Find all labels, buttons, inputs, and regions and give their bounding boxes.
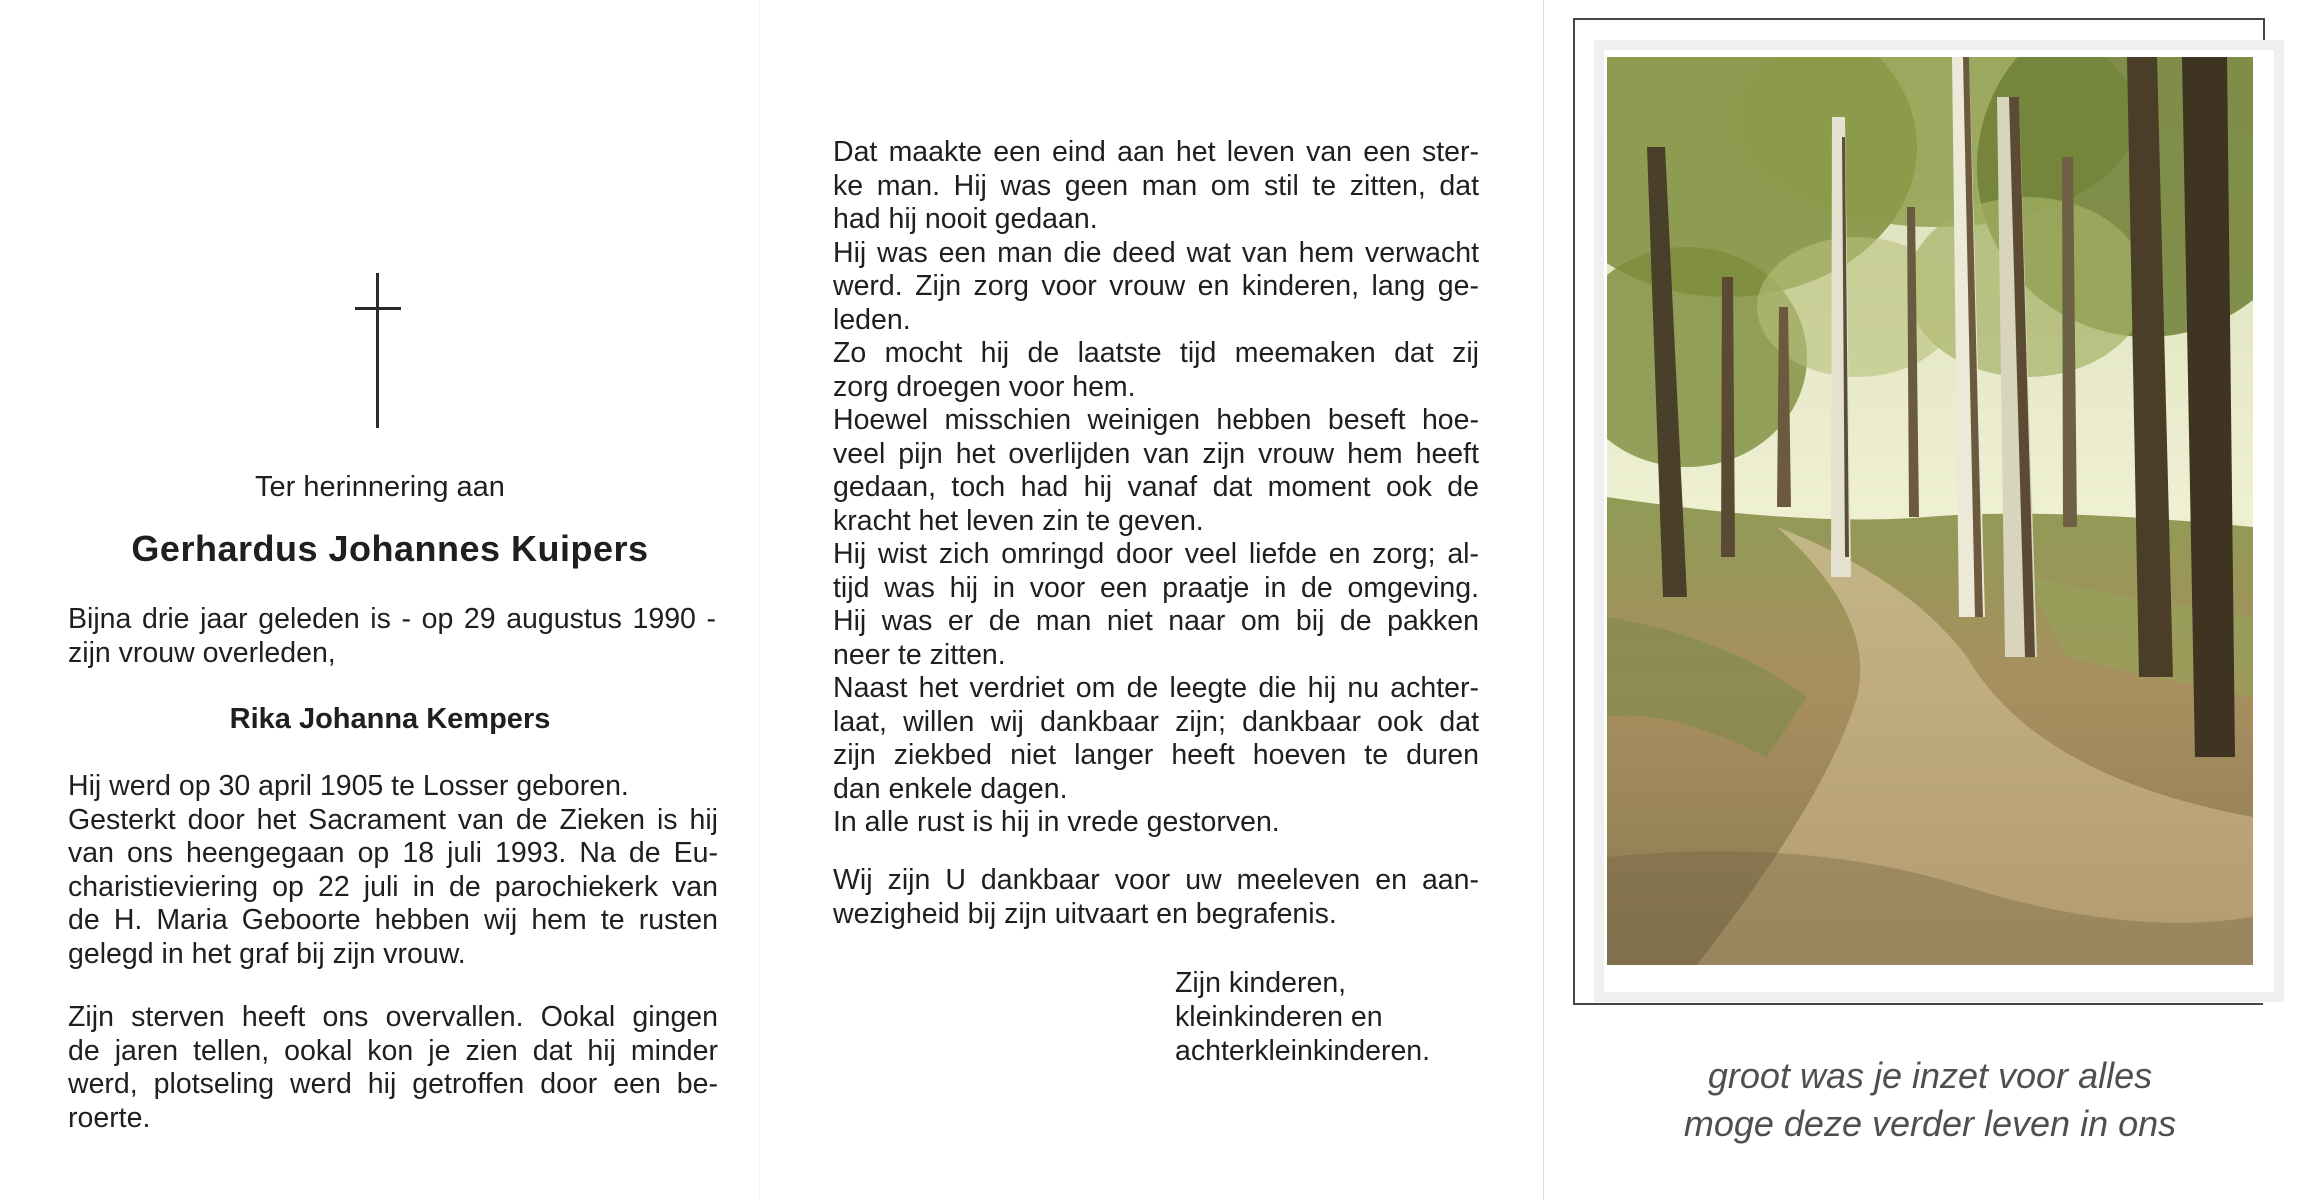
poem-line: moge deze verder leven in ons xyxy=(1683,1103,2177,1144)
signature xyxy=(1175,966,1430,1068)
text-line: kracht het leven zin te geven. xyxy=(833,504,1204,537)
text-line: werd, plotseling werd hij getroffen door een be- xyxy=(68,1068,718,1100)
text-line: van ons heengegaan op 18 juli 1993. Na de Eu- xyxy=(68,837,718,869)
text-line: Bijna drie jaar geleden is - op 29 augustus 1990 - xyxy=(68,603,716,635)
text-line: werd. Zijn zorg voor vrouw en kinderen, lang ge- xyxy=(833,270,1479,302)
text-line: roerte. xyxy=(68,1101,151,1134)
memory-line: Ter herinnering aan xyxy=(255,471,505,503)
wife-intro-paragraph xyxy=(68,603,716,670)
forest-path-photo xyxy=(1607,57,2253,965)
poem-line: groot was je inzet voor alles xyxy=(1707,1055,2153,1096)
text-line: leden. xyxy=(833,303,911,336)
text-line: wezigheid bij zijn uitvaart en begrafenis. xyxy=(833,897,1337,930)
text-line: Zo mocht hij de laatste tijd meemaken dat zij xyxy=(833,337,1479,369)
text-line: Hij was er de man niet naar om bij de pakken xyxy=(833,605,1479,637)
text-line: charistieviering op 22 juli in de parochiekerk van xyxy=(68,870,718,903)
text-line: Hij was een man die deed wat van hem verwacht xyxy=(833,236,1479,269)
middle-paragraph xyxy=(833,136,1479,840)
text-line: Wij zijn U dankbaar voor uw meeleven en aan- xyxy=(833,864,1479,896)
text-line: gelegd in het graf bij zijn vrouw. xyxy=(68,937,466,970)
wife-name: Rika Johanna Kempers xyxy=(229,703,551,735)
thanks-paragraph xyxy=(833,864,1479,931)
text-line: Hij werd op 30 april 1905 te Losser geboren. xyxy=(68,770,629,802)
death-paragraph xyxy=(68,1001,718,1135)
text-line: zorg droegen voor hem. xyxy=(833,370,1136,403)
birth-paragraph xyxy=(68,770,718,971)
cross-icon xyxy=(355,273,401,428)
text-line: In alle rust is hij in vrede gestorven. xyxy=(833,806,1280,838)
text-line: Hij wist zich omringd door veel liefde en zorg; al- xyxy=(833,538,1479,570)
text-line: Hoewel misschien weinigen hebben beseft hoe- xyxy=(833,404,1479,436)
text-line: gedaan, toch had hij vanaf dat moment ook de xyxy=(833,471,1479,503)
signature-line: Zijn kinderen, xyxy=(1175,967,1347,999)
fold-line xyxy=(1543,0,1544,1200)
text-line: Gesterkt door het Sacrament van de Zieken is hij xyxy=(68,803,718,836)
text-line: de jaren tellen, ookal kon je zien dat hij minder xyxy=(68,1034,718,1067)
text-line: had hij nooit gedaan. xyxy=(833,203,1098,235)
signature-line: kleinkinderen en xyxy=(1175,1001,1383,1033)
left-panel xyxy=(0,0,760,1200)
text-line: Zijn sterven heeft ons overvallen. Ookal gingen xyxy=(68,1001,718,1033)
text-line: veel pijn het overlijden van zijn vrouw hem heeft xyxy=(833,437,1479,470)
text-line: Naast het verdriet om de leegte die hij nu achter- xyxy=(833,672,1479,704)
text-line: Dat maakte een eind aan het leven van een ster- xyxy=(833,136,1479,168)
signature-line: achterkleinkinderen. xyxy=(1175,1035,1431,1067)
text-line: tijd was hij in voor een praatje in de omgeving. xyxy=(833,571,1479,604)
text-line: dan enkele dagen. xyxy=(833,772,1068,805)
deceased-name: Gerhardus Johannes Kuipers xyxy=(131,528,649,569)
text-line: de H. Maria Geboorte hebben wij hem te rusten xyxy=(68,904,718,936)
text-line: zijn vrouw overleden, xyxy=(68,636,336,669)
text-line: zijn ziekbed niet langer heeft hoeven te duren xyxy=(833,739,1479,771)
text-line: neer te zitten. xyxy=(833,638,1006,671)
fold-line xyxy=(759,0,760,1200)
text-line: ke man. Hij was geen man om stil te zitten, dat xyxy=(833,169,1479,202)
text-line: laat, willen wij dankbaar zijn; dankbaar ook dat xyxy=(833,705,1479,738)
